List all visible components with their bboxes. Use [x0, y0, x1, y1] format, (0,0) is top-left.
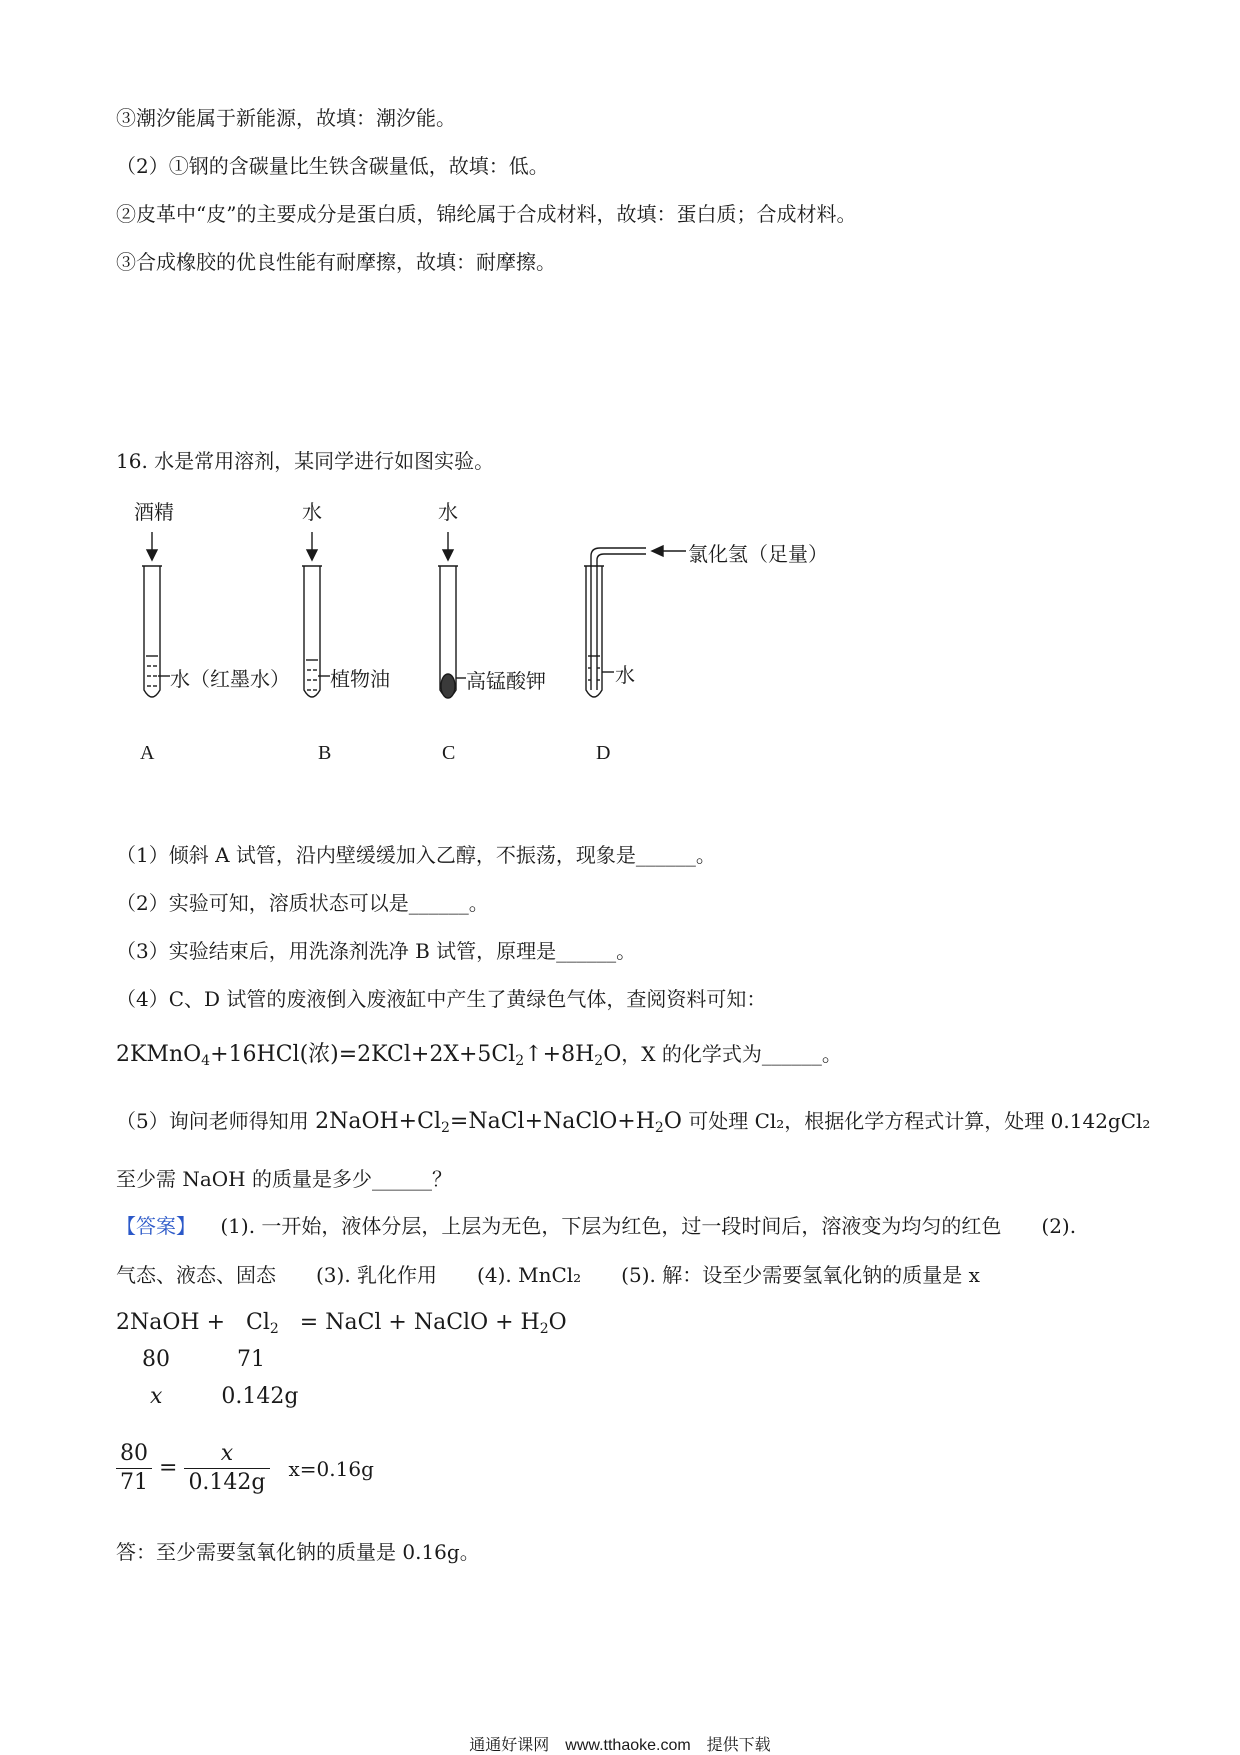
prev-line-3: ②皮革中“皮”的主要成分是蛋白质，锦纶属于合成材料，故填：蛋白质；合成材料。 [116, 202, 857, 226]
subquestion-5-prefix: （5）询问老师得知用 [116, 1109, 309, 1133]
answer-line-2: 气态、液态、固态 (3). 乳化作用 (4). MnCl₂ (5). 解：设至少需要氢氧化钠的质量是 x [116, 1263, 980, 1287]
naoh-equation: $2NaOH+Cl_2=NaCl+NaClO+H_2O$ [315, 1109, 682, 1136]
test-tube-d [584, 546, 686, 697]
tube-c-top-label: 水 [438, 502, 458, 524]
tube-label-a: A [140, 742, 155, 764]
test-tube-a [142, 532, 170, 697]
calc-result: x=0.16g [288, 1456, 374, 1481]
reaction-equation-line [116, 1040, 842, 1075]
tube-label-b: B [318, 742, 332, 764]
test-tube-c [438, 532, 466, 698]
subquestion-5-line [116, 1107, 1150, 1142]
question-16-title: 16. 水是常用溶剂，某同学进行如图实验。 [116, 449, 495, 473]
test-tube-b [302, 532, 330, 697]
subquestion-4: （4）C、D 试管的废液倒入废液缸中产生了黄绿色气体，查阅资料可知： [116, 987, 767, 1011]
calc-given-mass: 0.142g [221, 1384, 299, 1409]
tube-label-d: D [596, 742, 611, 764]
tube-a-side-label: 水（红墨水） [170, 669, 290, 691]
experiment-figure [118, 500, 838, 780]
tube-c-side-label: 高锰酸钾 [466, 671, 546, 693]
ratio-equation: $\frac{80}{71}$ = $\frac{x}{0.142g}$ x=0.16g [116, 1440, 374, 1497]
calc-molar-row [142, 1346, 265, 1374]
tube-a-top-label: 酒精 [134, 502, 174, 524]
subquestion-1: （1）倾斜 A 试管，沿内壁缓缓加入乙醇，不振荡，现象是______。 [116, 843, 716, 867]
tube-d-top-label: 氯化氢（足量） [688, 544, 828, 566]
prev-line-1: ③潮汐能属于新能源，故填：潮汐能。 [116, 106, 456, 130]
subquestion-5-tail: 至少需 NaOH 的质量是多少______？ [116, 1167, 452, 1191]
subquestion-3: （3）实验结束后，用洗涤剂洗净 B 试管，原理是______。 [116, 939, 637, 963]
calc-unknown-row [150, 1383, 299, 1411]
subquestion-5-suffix: 可处理 Cl₂，根据化学方程式计算，处理 0.142gCl₂ [688, 1109, 1151, 1133]
tube-d-side-label: 水 [615, 665, 635, 687]
final-answer: 答：至少需要氢氧化钠的质量是 0.16g。 [116, 1540, 480, 1564]
ratio-right: $\frac{x}{0.142g}$ [184, 1440, 269, 1497]
tube-label-c: C [442, 742, 456, 764]
answer-label: 【答案】 [116, 1214, 196, 1238]
tube-b-side-label: 植物油 [330, 669, 390, 691]
calc-cl2-mass: 71 [237, 1347, 265, 1372]
calc-unknown-x: x [150, 1384, 163, 1409]
tube-b-top-label: 水 [302, 502, 322, 524]
calc-naoh-mass: 80 [142, 1347, 170, 1372]
answer-line-1 [116, 1212, 1076, 1240]
page-footer: 通通好课网 www.tthaoke.com 提供下载 [469, 1737, 771, 1754]
prev-line-2: （2）①钢的含碳量比生铁含碳量低，故填：低。 [116, 154, 549, 178]
prev-line-4: ③合成橡胶的优良性能有耐摩擦，故填：耐摩擦。 [116, 250, 556, 274]
ratio-left: $\frac{80}{71}$ [116, 1440, 152, 1497]
answer-text-1: (1). 一开始，液体分层，上层为无色，下层为红色，过一段时间后，溶液变为均匀的红色 (2). [220, 1214, 1077, 1238]
subquestion-2: （2）实验可知，溶质状态可以是______。 [116, 891, 489, 915]
reaction-equation-question: ，X 的化学式为______。 [621, 1042, 842, 1066]
reaction-equation: 2KMnO$_4$+16HCl(浓)$=2KCl+2X+5Cl_2↑+8H_2O$ [116, 1042, 622, 1069]
calc-equation: 2NaOH + $Cl_2$ = NaCl + NaClO + $H_2O$ [116, 1310, 567, 1337]
